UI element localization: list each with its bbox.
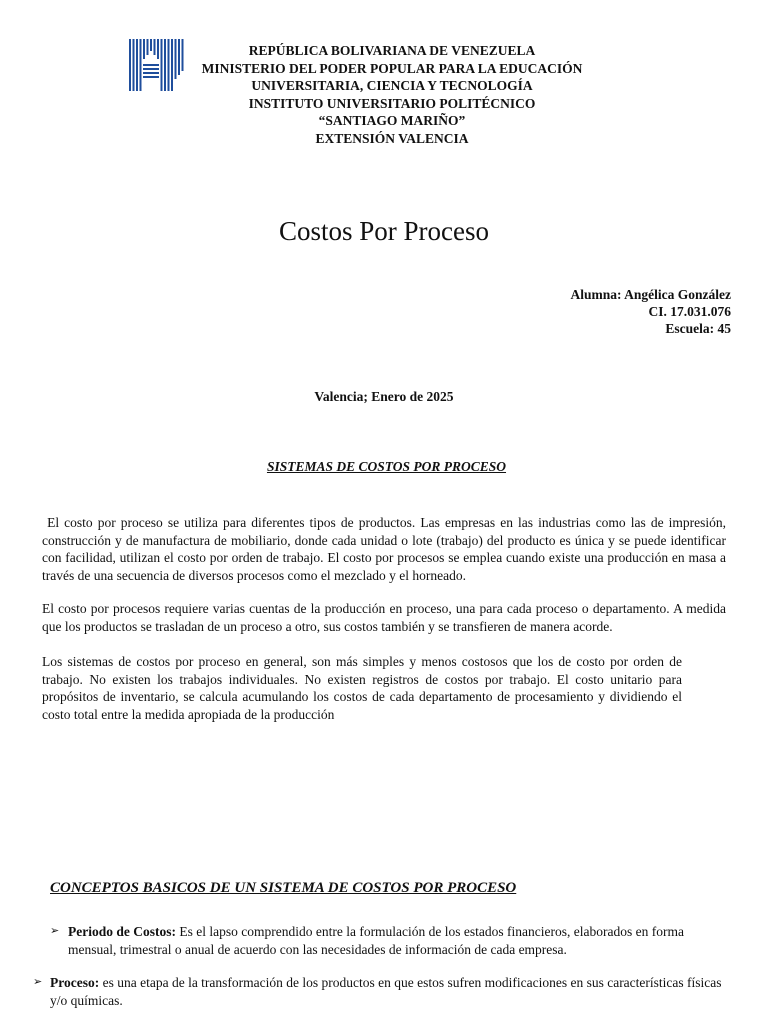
header-line: REPÚBLICA BOLIVARIANA DE VENEZUELA bbox=[248, 43, 536, 58]
list-item bbox=[50, 923, 710, 958]
document-date: Valencia; Enero de 2025 bbox=[314, 389, 454, 404]
author-ci: CI. 17.031.076 bbox=[648, 304, 731, 319]
arrow-bullet-icon: ➢ bbox=[33, 976, 43, 988]
arrow-bullet-icon: ➢ bbox=[50, 925, 60, 937]
author-name: Alumna: Angélica González bbox=[570, 287, 731, 302]
header-line: MINISTERIO DEL PODER POPULAR PARA LA EDUCACIÓN bbox=[201, 60, 583, 76]
institution-header bbox=[180, 42, 604, 147]
header-line: UNIVERSITARIA, CIENCIA Y TECNOLOGÍA bbox=[251, 78, 533, 93]
paragraph: Los sistemas de costos por proceso en general, son más simples y menos costosos que los de costo por orden de trabajo. No existen los trabajos individuales. No existen registros de costos por trabajo. El costo unitario para propósitos de inventario, se calcula acumulando los costos de cada departamento de procesamiento y dividiendo el costo total entre la medida apropiada de la producción bbox=[42, 654, 682, 722]
term: Periodo de Costos: bbox=[68, 924, 176, 939]
header-line: INSTITUTO UNIVERSITARIO POLITÉCNICO bbox=[248, 95, 536, 111]
definition: Es el lapso comprendido entre la formulación de los estados financieros, elaborados en forma mensual, trimestral o anual de acuerdo con las necesidades de información de cada empresa. bbox=[68, 924, 684, 957]
header-line: “SANTIAGO MARIÑO” bbox=[318, 113, 466, 128]
definition: es una etapa de la transformación de los productos en que estos sufren modificaciones en sus características físicas y/o químicas. bbox=[50, 975, 722, 1008]
author-school: Escuela: 45 bbox=[665, 321, 731, 336]
section-heading: CONCEPTOS BASICOS DE UN SISTEMA DE COSTOS POR PROCESO bbox=[50, 880, 517, 896]
paragraph: El costo por proceso se utiliza para diferentes tipos de productos. Las empresas en las industrias como las de impresión, construcción y de manufactura de mobiliario, donde cada unidad o lote (trabajo) del producto es única y se puede identificar con facilidad, utilizan el costo por orden de trabajo. El costo por procesos se emplea cuando existe una producción en masa a través de una secuencia de diversos procesos como el mezclado y el horneado. bbox=[42, 515, 730, 583]
header-line: EXTENSIÓN VALENCIA bbox=[315, 130, 469, 146]
institution-logo bbox=[128, 38, 184, 92]
list-item bbox=[33, 974, 733, 1009]
paragraph: El costo por procesos requiere varias cuentas de la producción en proceso, una para cada proceso o departamento. A medida que los productos se trasladan de un proceso a otro, sus costos también y se transfieren de manera acorde. bbox=[42, 601, 726, 634]
term: Proceso: bbox=[50, 975, 100, 990]
section-heading: SISTEMAS DE COSTOS POR PROCESO bbox=[266, 459, 507, 474]
author-block bbox=[571, 286, 732, 337]
document-title: Costos Por Proceso bbox=[278, 216, 489, 246]
